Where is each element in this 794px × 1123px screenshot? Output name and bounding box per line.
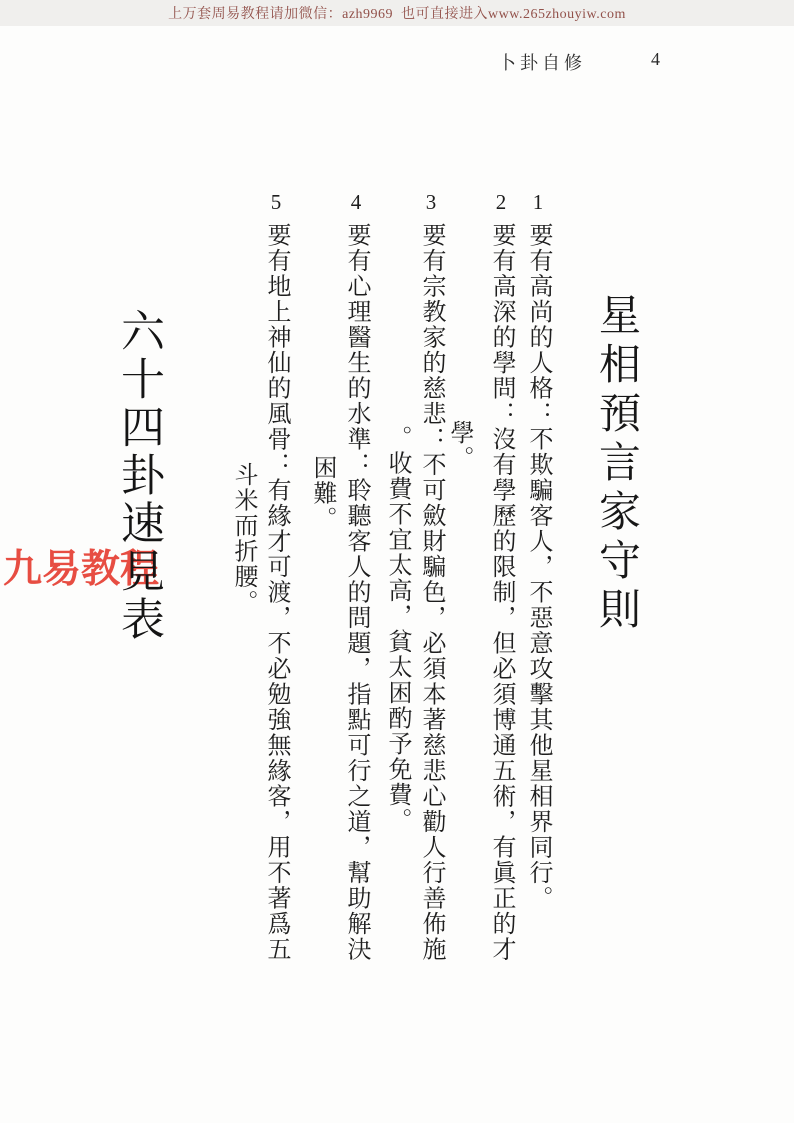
rule-item-3	[414, 190, 449, 962]
rule-item-4-number: 4	[344, 190, 368, 216]
rule-item-3-continuation: 。收費不宜太高，貧太困酌予免費。	[384, 425, 410, 833]
rule-item-5-number: 5	[264, 190, 288, 216]
rule-item-1-number: 1	[526, 190, 550, 216]
rule-item-3-number: 3	[419, 190, 443, 216]
rule-item-2-text: 要有高深的學問：沒有學歷的限制，但必須博通五術，有眞正的才	[488, 222, 514, 962]
rule-item-4	[339, 190, 374, 962]
rule-item-1-text: 要有高尚的人格：不欺騙客人，不惡意攻擊其他星相界同行。	[525, 222, 551, 911]
page-number: 4	[651, 49, 660, 69]
rule-item-3-text: 要有宗教家的慈悲：不可斂財騙色，必須本著慈悲心勸人行善佈施	[418, 222, 444, 962]
rule-item-4-text: 要有心理醫生的水準：聆聽客人的問題，指點可行之道，幫助解決	[343, 222, 369, 962]
watermark-text: 九易教程	[3, 548, 160, 591]
promo-banner-text: 上万套周易教程请加微信：azh9969 也可直接进入www.265zhouyiw.com	[168, 7, 626, 22]
next-section-title: 六十四卦速見表	[114, 308, 163, 644]
rule-item-4-continuation: 困難。	[309, 455, 335, 532]
section-title: 星相預言家守則	[593, 293, 639, 636]
rule-item-5	[259, 190, 294, 962]
running-head-book-title: 卜卦自修	[498, 53, 586, 73]
rule-item-2	[484, 190, 519, 962]
rule-item-5-text: 要有地上神仙的風骨：有緣才可渡，不必勉強無緣客，用不著爲五	[263, 222, 289, 962]
rule-item-1	[521, 190, 556, 911]
rule-item-5-continuation: 斗米而折腰。	[230, 462, 256, 615]
promo-banner	[0, 0, 794, 26]
rule-item-2-continuation: 學。	[446, 420, 472, 471]
rule-item-2-number: 2	[489, 190, 513, 216]
